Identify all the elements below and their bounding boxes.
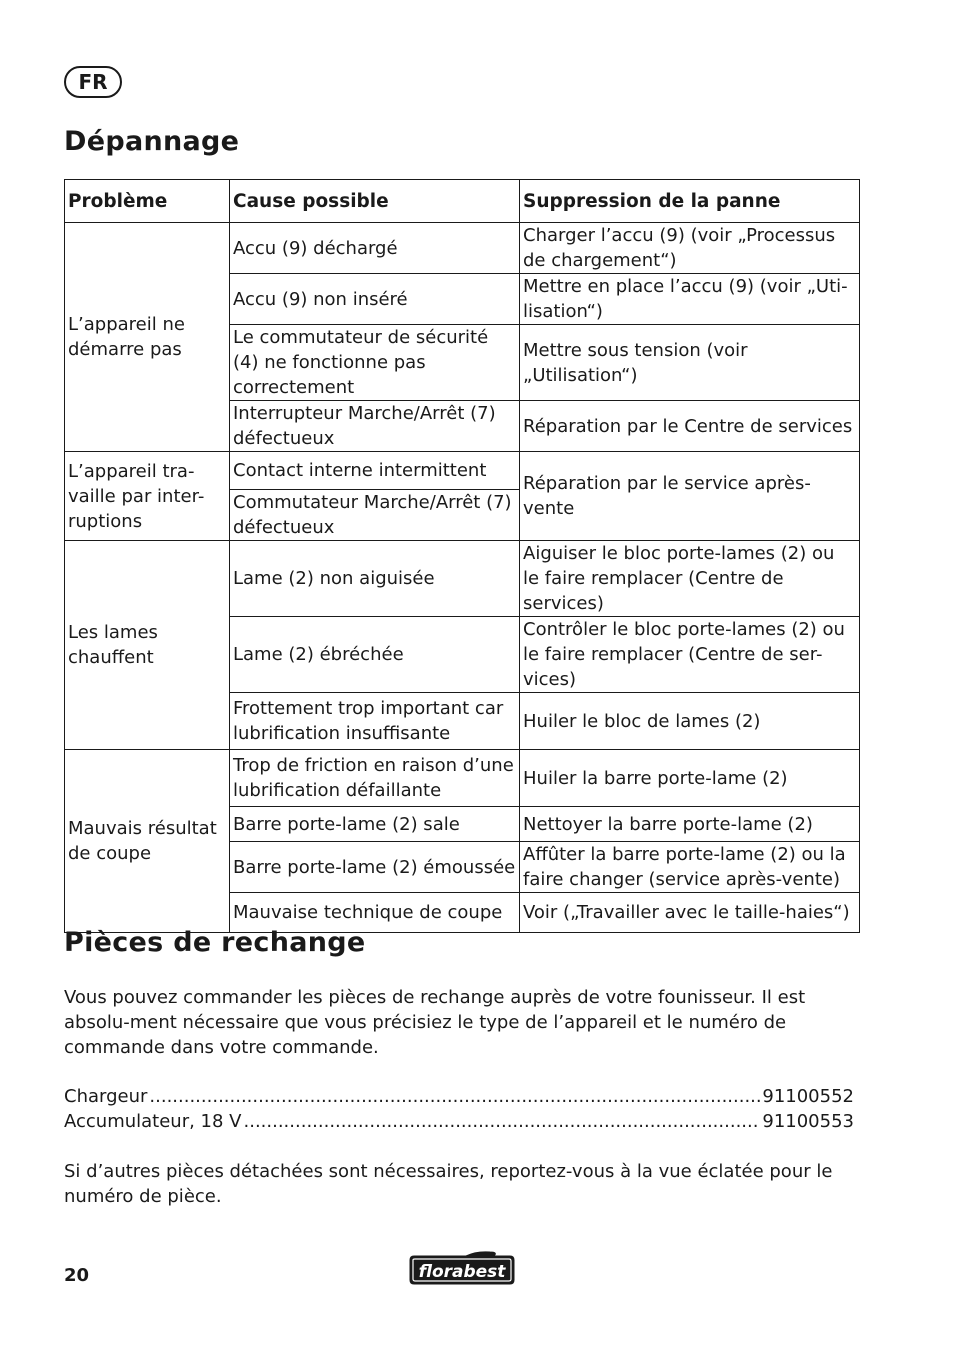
remedy-cell: Charger l’accu (9) (voir „Processus de chargement“)	[520, 223, 860, 274]
page-number: 20	[64, 1265, 90, 1286]
cause-cell: Interrupteur Marche/Arrêt (7) défectueux	[230, 401, 520, 452]
cause-cell: Lame (2) ébréchée	[230, 617, 520, 693]
dot-leader	[244, 1109, 761, 1134]
remedy-cell: Affûter la barre porte-lame (2) ou la faire changer (service après-vente)	[520, 842, 860, 893]
list-item	[64, 1109, 854, 1134]
part-name: Accumulateur, 18 V	[64, 1111, 242, 1132]
remedy-cell: Mettre sous tension (voir „Utilisation“)	[520, 325, 860, 401]
language-code: FR	[78, 70, 108, 94]
part-number: 91100552	[762, 1086, 854, 1107]
remedy-cell: Aiguiser le bloc porte-lames (2) ou le faire remplacer (Centre de services)	[520, 541, 860, 617]
cause-cell: Frottement trop important car lubrification insuffisante	[230, 693, 520, 750]
florabest-logo	[406, 1250, 518, 1288]
remedy-cell: Nettoyer la barre porte-lame (2)	[520, 807, 860, 842]
remedy-cell: Réparation par le Centre de services	[520, 401, 860, 452]
problem-cell: Les lames chauffent	[65, 541, 230, 750]
problem-cell: Mauvais résultat de coupe	[65, 750, 230, 933]
cause-cell: Lame (2) non aiguisée	[230, 541, 520, 617]
remedy-cell: Mettre en place l’accu (9) (voir „Uti-lisation“)	[520, 274, 860, 325]
cause-cell: Le commutateur de sécurité (4) ne fonctionne pas correctement	[230, 325, 520, 401]
remedy-cell: Contrôler le bloc porte-lames (2) ou le faire remplacer (Centre de ser-vices)	[520, 617, 860, 693]
cause-cell: Barre porte-lame (2) sale	[230, 807, 520, 842]
column-header-remedy: Suppression de la panne	[520, 180, 860, 223]
spare-parts-footnote: Si d’autres pièces détachées sont nécessaires, reportez-vous à la vue éclatée pour le numéro de pièce.	[64, 1161, 833, 1207]
spare-parts-list	[64, 1084, 854, 1134]
cause-cell: Commutateur Marche/Arrêt (7) défectueux	[230, 490, 520, 541]
cause-cell: Trop de friction en raison d’une lubrification défaillante	[230, 750, 520, 807]
remedy-cell: Huiler la barre porte-lame (2)	[520, 750, 860, 807]
table-row	[65, 750, 860, 807]
cause-cell: Barre porte-lame (2) émoussée	[230, 842, 520, 893]
table-row	[65, 541, 860, 617]
column-header-cause: Cause possible	[230, 180, 520, 223]
remedy-cell: Voir („Travailler avec le taille-haies“)	[520, 893, 860, 933]
table-row	[65, 223, 860, 274]
remedy-cell: Réparation par le service après-vente	[520, 452, 860, 541]
part-number: 91100553	[762, 1111, 854, 1132]
part-name: Chargeur	[64, 1086, 148, 1107]
troubleshooting-table	[64, 179, 860, 933]
column-header-problem: Problème	[65, 180, 230, 223]
troubleshooting-title: Dépannage	[64, 126, 240, 157]
dot-leader	[149, 1084, 760, 1109]
brand-logo-text: florabest	[418, 1262, 506, 1282]
spare-parts-intro: Vous pouvez commander les pièces de rechange auprès de votre founisseur. Il est absolu-ment nécessaire que vous précisiez le type de l’appareil et le numéro de commande dans votre commande.	[64, 987, 806, 1058]
cause-cell: Accu (9) déchargé	[230, 223, 520, 274]
problem-cell: L’appareil ne démarre pas	[65, 223, 230, 452]
language-badge	[64, 66, 122, 98]
spare-parts-title: Pièces de rechange	[64, 927, 366, 958]
remedy-cell: Huiler le bloc de lames (2)	[520, 693, 860, 750]
table-row	[65, 452, 860, 490]
table-header-row	[65, 180, 860, 223]
list-item	[64, 1084, 854, 1109]
cause-cell: Mauvaise technique de coupe	[230, 893, 520, 933]
cause-cell: Contact interne intermittent	[230, 452, 520, 490]
cause-cell: Accu (9) non inséré	[230, 274, 520, 325]
problem-cell: L’appareil tra-vaille par inter-ruptions	[65, 452, 230, 541]
